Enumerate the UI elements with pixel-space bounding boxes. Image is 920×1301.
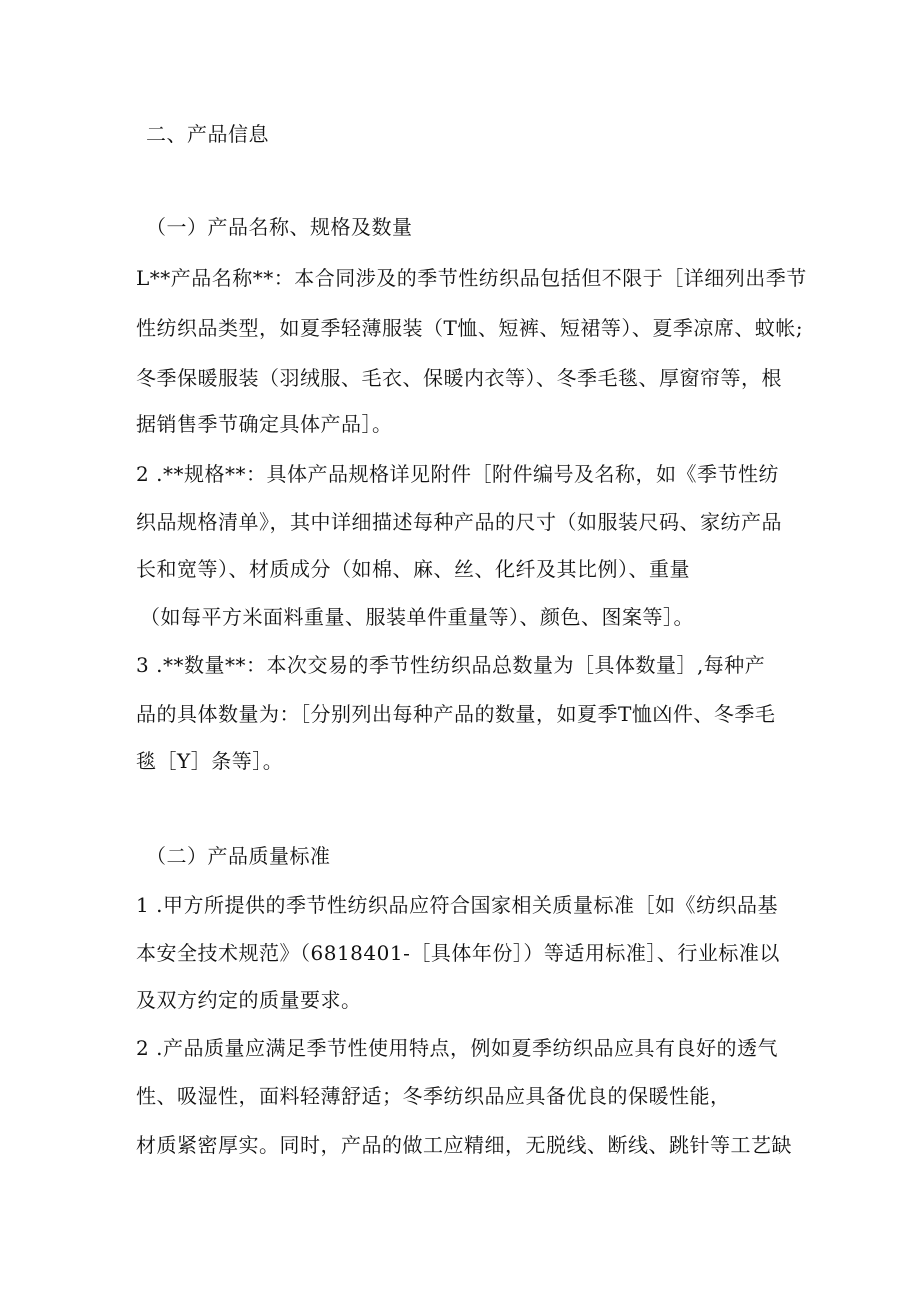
text-line: 织品规格清单》，其中详细描述每种产品的尺寸（如服装尺码、家纺产品	[136, 510, 782, 534]
section-heading: 二、产品信息	[146, 122, 269, 146]
text-line: 本安全技术规范》（6818401-［具体年份］）等适用标准］、行业标准以	[136, 941, 780, 965]
text-line: 2 .**规格**：具体产品规格详见附件［附件编号及名称，如《季节性纺	[136, 462, 779, 486]
subsection-heading-1: （一）产品名称、规格及数量	[146, 215, 413, 239]
text-line: 3 .**数量**：本次交易的季节性纺织品总数量为［具体数量］,每种产	[136, 653, 766, 677]
text-line: 1 .甲方所提供的季节性纺织品应符合国家相关质量标准［如《纺织品基	[136, 893, 778, 917]
subsection-heading-2: （二）产品质量标准	[146, 844, 331, 868]
text-line: 冬季保暖服装（羽绒服、毛衣、保暖内衣等）、冬季毛毯、厚窗帘等，根	[136, 366, 782, 390]
text-line: 性、吸湿性，面料轻薄舒适；冬季纺织品应具备优良的保暖性能，	[136, 1084, 731, 1108]
text-line: L**产品名称**：本合同涉及的季节性纺织品包括但不限于［详细列出季节	[136, 266, 807, 290]
text-line: 长和宽等）、材质成分（如棉、麻、丝、化纤及其比例）、重量	[136, 557, 690, 581]
text-line: 及双方约定的质量要求。	[136, 988, 362, 1012]
text-line: 品的具体数量为：［分别列出每种产品的数量，如夏季T恤凶件、冬季毛	[136, 702, 776, 726]
text-line: 毯［Y］条等］。	[136, 749, 284, 773]
text-line: 据销售季节确定具体产品］。	[136, 412, 393, 436]
text-line: 2 .产品质量应满足季节性使用特点，例如夏季纺织品应具有良好的透气	[136, 1036, 778, 1060]
text-line: 材质紧密厚实。同时，产品的做工应精细，无脱线、断线、跳针等工艺缺	[136, 1133, 792, 1157]
text-line: （如每平方米面料重量、服装单件重量等）、颜色、图案等］。	[140, 605, 694, 629]
text-line: 性纺织品类型，如夏季轻薄服装（T恤、短裤、短裙等）、夏季凉席、蚊帐;	[136, 316, 804, 340]
